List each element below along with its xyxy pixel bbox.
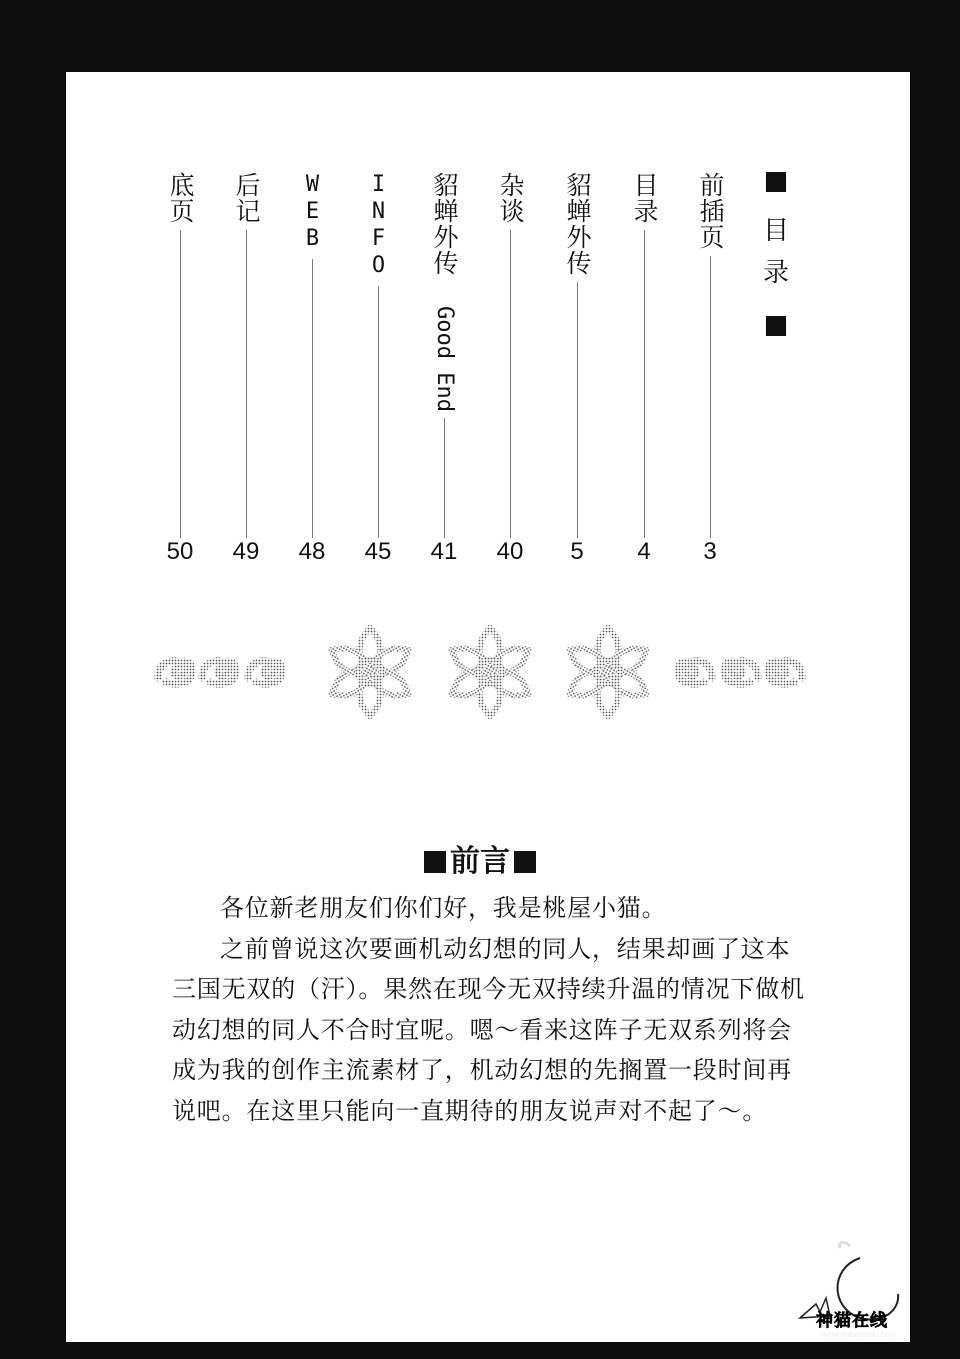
toc-entry[interactable] (424, 172, 464, 565)
leader-line (710, 256, 711, 538)
swirl-ornament-icon (248, 661, 282, 684)
swirl-ornament-icon (768, 661, 802, 684)
toc-entry-label: WEB (300, 172, 325, 253)
toc-entry-label: 杂谈 (496, 172, 525, 224)
toc-heading (756, 172, 796, 336)
swirl-ornament-icon (724, 661, 758, 684)
toc-entry-page: 49 (232, 538, 260, 565)
swirl-ornament-icon (202, 661, 236, 684)
toc-heading-char: 录 (762, 258, 789, 288)
toc-entry-page: 5 (570, 538, 584, 565)
toc-entry-label-main: 貂蝉外传 (430, 172, 459, 276)
toc-entry-label-suffix: Good End (432, 306, 457, 412)
toc-entry-label: 貂蝉外传 (563, 172, 592, 276)
square-bullet-icon (766, 172, 786, 192)
toc-entry-label: 底页 (166, 172, 195, 224)
ornament-band (150, 622, 810, 722)
square-bullet-icon (514, 851, 536, 873)
leader-line (378, 286, 379, 538)
toc-entry[interactable] (557, 172, 597, 565)
toc-entry[interactable] (160, 172, 200, 565)
watermark-name: 神猫在线 (816, 1311, 888, 1331)
toc-entry[interactable] (624, 172, 664, 565)
toc-entry[interactable] (490, 172, 530, 565)
foreword-title (0, 836, 960, 880)
leader-line (246, 230, 247, 538)
flower-ornament-icon (327, 628, 414, 716)
foreword-title-text: 前言 (450, 844, 510, 879)
toc-entry-page: 40 (496, 538, 524, 565)
foreword-paragraph: 之前曾说这次要画机动幻想的同人，结果却画了这本三国无双的（汗）。果然在现今无双持续升温的情况下做机动幻想的同人不合时宜呢。嗯～看来这阵子无双系列将会成为我的创作主流素材了，机动幻想的先搁置一段时间再说吧。在这里只能向一直期待的朋友说声对不起了～。 (172, 934, 805, 1125)
toc-entry-label: 后记 (232, 172, 261, 224)
toc-entry[interactable] (358, 172, 398, 565)
leader-line (510, 230, 511, 538)
flower-ornament-icon (565, 628, 652, 716)
toc-entry-page: 41 (430, 538, 458, 565)
leader-line (644, 230, 645, 538)
foreword-paragraph: 各位新老朋友们你们好，我是桃屋小猫。 (220, 894, 667, 922)
swirl-ornament-icon (678, 661, 712, 684)
toc-entry-label: INFO (366, 172, 391, 280)
toc-entry-page: 45 (364, 538, 392, 565)
swirl-ornament-icon (158, 661, 192, 684)
toc-entry-page: 4 (637, 538, 651, 565)
toc-entry-label: 前插页 (696, 172, 725, 250)
square-bullet-icon (424, 851, 446, 873)
toc-entry[interactable] (690, 172, 730, 565)
toc-entry-label (424, 172, 464, 412)
flower-ornament-icon (447, 628, 534, 716)
square-bullet-icon (766, 316, 786, 336)
toc-heading-char: 目 (762, 216, 789, 246)
leader-line (312, 259, 313, 538)
toc-entry[interactable] (226, 172, 266, 565)
toc-entry-label: 目录 (630, 172, 659, 224)
toc-entry-page: 48 (298, 538, 326, 565)
watermark-url: www.masterzou.com (822, 1330, 896, 1339)
toc-entry-page: 50 (166, 538, 194, 565)
leader-line (577, 282, 578, 538)
foreword-body (172, 888, 812, 1131)
toc-entry[interactable] (292, 172, 332, 565)
leader-line (444, 418, 445, 538)
leader-line (180, 230, 181, 538)
toc-entry-page: 3 (703, 538, 717, 565)
